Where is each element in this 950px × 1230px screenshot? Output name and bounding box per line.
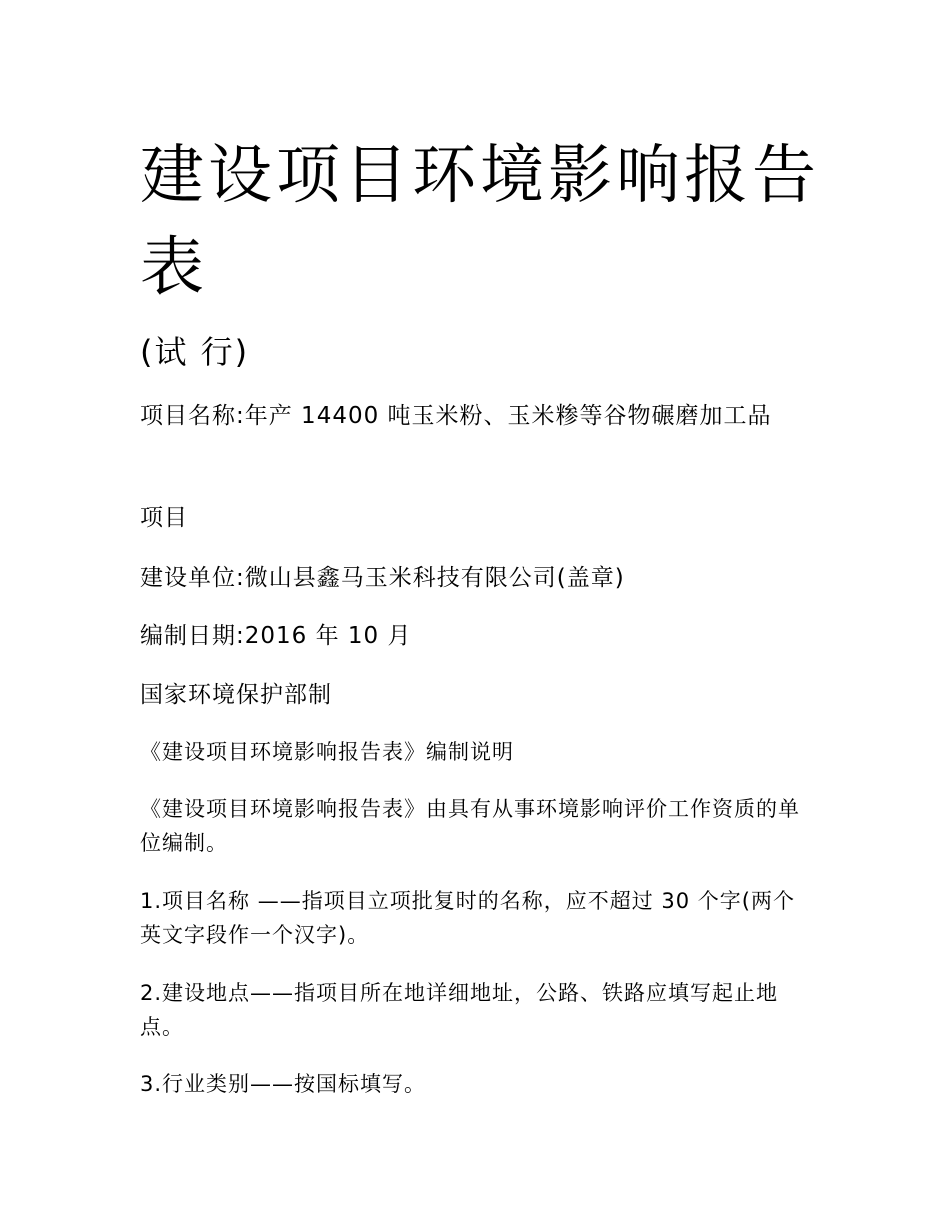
report-title: 建设项目环境影响报告表: [140, 139, 820, 305]
instruction-item: 1.项目名称 ——指项目立项批复时的名称，应不超过 30 个字(两个英文字段作一个汉字)。: [140, 889, 795, 947]
instruction-item: 3.行业类别——按国标填写。: [140, 1072, 427, 1096]
compile-date: 编制日期:2016 年 10 月: [140, 623, 412, 649]
instructions-heading: 《建设项目环境影响报告表》编制说明: [140, 740, 514, 764]
issuer: 国家环境保护部制: [140, 682, 332, 708]
project-name-suffix: 项目: [140, 505, 188, 531]
report-subtitle: (试 行): [140, 333, 250, 371]
instructions-intro: 《建设项目环境影响报告表》由具有从事环境影响评价工作资质的单位编制。: [140, 797, 800, 855]
construction-unit: 建设单位:微山县鑫马玉米科技有限公司(盖章): [140, 565, 625, 591]
project-name: 项目名称:年产 14400 吨玉米粉、玉米糁等谷物碾磨加工品: [140, 403, 772, 429]
instruction-item: 2.建设地点——指项目所在地详细地址，公路、铁路应填写起止地点。: [140, 981, 779, 1039]
